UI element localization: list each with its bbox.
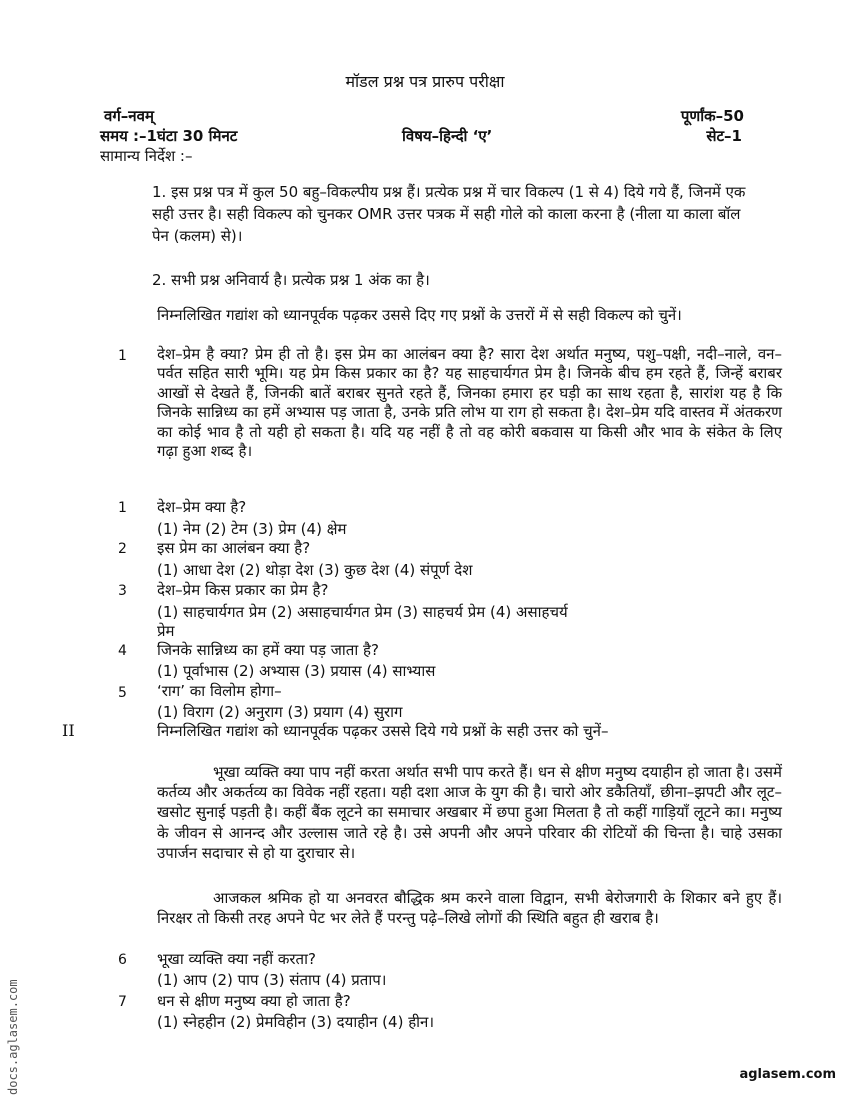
question-options: (1) साहचार्यगत प्रेम (2) असाहचार्यगत प्रेम (3) साहचर्य प्रेम (4) असाहचर्य	[157, 603, 568, 621]
time-label: समय :–1घंटा 30 मिनट	[100, 127, 238, 145]
section1-directive: निम्नलिखित गद्यांश को ध्यानपूर्वक पढ़कर उससे दिए गए प्रश्नों के उत्तरों में से सही विकल्प को चुनें।	[157, 306, 682, 324]
question-options: (1) आप (2) पाप (3) संताप (4) प्रताप।	[157, 971, 387, 989]
question-text: धन से क्षीण मनुष्य क्या हो जाता है?	[157, 992, 351, 1010]
question-text: ‘राग’ का विलोम होगा–	[157, 682, 282, 700]
question-options-continued: प्रेम	[157, 622, 175, 640]
question-number: 4	[118, 643, 127, 659]
instruction-2: 2. सभी प्रश्न अनिवार्य है। प्रत्येक प्रश्न 1 अंक का है।	[152, 271, 430, 289]
paper-title: मॉडल प्रश्न पत्र प्रारुप परीक्षा	[345, 72, 505, 91]
question-number: 5	[118, 685, 127, 701]
instruction-1: 1. इस प्रश्न पत्र में कुल 50 बहु–विकल्पीय प्रश्न हैं। प्रत्येक प्रश्न में चार विकल्प (1 से 4) दिये गये हैं, जिनमें एक सही उत्तर है। सही विकल्प को चुनकर OMR उत्तर पत्रक में सही गोले को काला करना है (नीला या काला बॉल पेन (कलम) से)।	[152, 183, 746, 245]
passage1-number: 1	[118, 348, 127, 364]
question-options: (1) पूर्वाभास (2) अभ्यास (3) प्रयास (4) साभ्यास	[157, 662, 436, 680]
question-number: 3	[118, 583, 127, 599]
full-marks: पूर्णांक–50	[680, 107, 744, 125]
question-number: 7	[118, 994, 127, 1010]
passage-2-paragraph-1: भूखा व्यक्ति क्या पाप नहीं करता अर्थात सभी पाप करते हैं। धन से क्षीण मनुष्य दयाहीन हो जाता है। उसमें कर्तव्य और अकर्तव्य का विवेक नहीं रहता। यही दशा आज के युग की है। चारो ओर डकैतियाँ, छीना–झपटी और लूट–खसोट सुनाई पड़ती है। कहीं बैंक लूटने का समाचार अखबार में छपा हुआ मिलता है तो कहीं गाड़ियाँ लूटने का। मनुष्य के जीवन से आनन्द और उल्लास जाते रहे है। उसे अपनी और अपने परिवार की रोटियों की चिन्ता है। चाहे उसका उपार्जन सदाचार से हो या दुराचार से।	[157, 763, 782, 862]
question-options: (1) आधा देश (2) थोड़ा देश (3) कुछ देश (4) संपूर्ण देश	[157, 561, 473, 579]
question-number: 1	[118, 500, 127, 516]
passage-2-paragraph-2: आजकल श्रमिक हो या अनवरत बौद्धिक श्रम करने वाला विद्वान, सभी बेरोजगारी के शिकार बने हुए हैं। निरक्षर तो किसी तरह अपने पेट भर लेते हैं परन्तु पढ़े–लिखे लोगों की स्थिति बहुत ही खराब है।	[157, 889, 782, 928]
question-options: (1) स्नेहहीन (2) प्रेमविहीन (3) दयाहीन (4) हीन।	[157, 1013, 435, 1031]
question-text: देश–प्रेम क्या है?	[157, 498, 247, 516]
footer-brand: aglasem.com	[739, 1067, 836, 1082]
question-number: 2	[118, 541, 127, 557]
class-label: वर्ग–नवम्	[104, 107, 154, 125]
question-options: (1) नेम (2) टेम (3) प्रेम (4) क्षेम	[157, 520, 347, 538]
section2-directive: निम्नलिखित गद्यांश को ध्यानपूर्वक पढ़कर उससे दिये गये प्रश्नों के सही उत्तर को चुनें–	[157, 722, 609, 740]
set-label: सेट–1	[706, 127, 742, 145]
section2-roman-number: II	[62, 721, 75, 740]
question-text: भूखा व्यक्ति क्या नहीं करता?	[157, 950, 316, 968]
subject-label: विषय–हिन्दी ‘ए’	[402, 127, 493, 145]
question-text: इस प्रेम का आलंबन क्या है?	[157, 539, 311, 557]
side-watermark: docs.aglasem.com	[6, 979, 20, 1095]
question-number: 6	[118, 952, 127, 968]
question-text: देश–प्रेम किस प्रकार का प्रेम है?	[157, 581, 329, 599]
question-text: जिनके सान्निध्य का हमें क्या पड़ जाता है?	[157, 641, 379, 659]
question-options: (1) विराग (2) अनुराग (3) प्रयाग (4) सुराग	[157, 703, 403, 721]
instructions-heading: सामान्य निर्देश :–	[100, 147, 193, 165]
passage-1: देश–प्रेम है क्या? प्रेम ही तो है। इस प्रेम का आलंबन क्या है? सारा देश अर्थात मनुष्य, पशु–पक्षी, नदी–नाले, वन–पर्वत सहित सारी भूमि। यह प्रेम किस प्रकार का है? यह साहचार्यगत प्रेम है। जिनके बीच हम रहते हैं, जिन्हें बराबर आखों से देखते हैं, जिनकी बातें बराबर सुनते रहते हैं, जिनका हमारा हर घड़ी का साथ रहता है, सारांश यह है कि जिनके सान्निध्य का हमें अभ्यास पड़ जाता है, उनके प्रति लोभ या राग हो सकता है। देश–प्रेम यदि वास्तव में अंतकरण का कोई भाव है तो यही हो सकता है। यदि यह नहीं है तो वह कोरी बकवास या किसी और भाव के संकेत के लिए गढ़ा हुआ शब्द है।	[157, 345, 782, 461]
